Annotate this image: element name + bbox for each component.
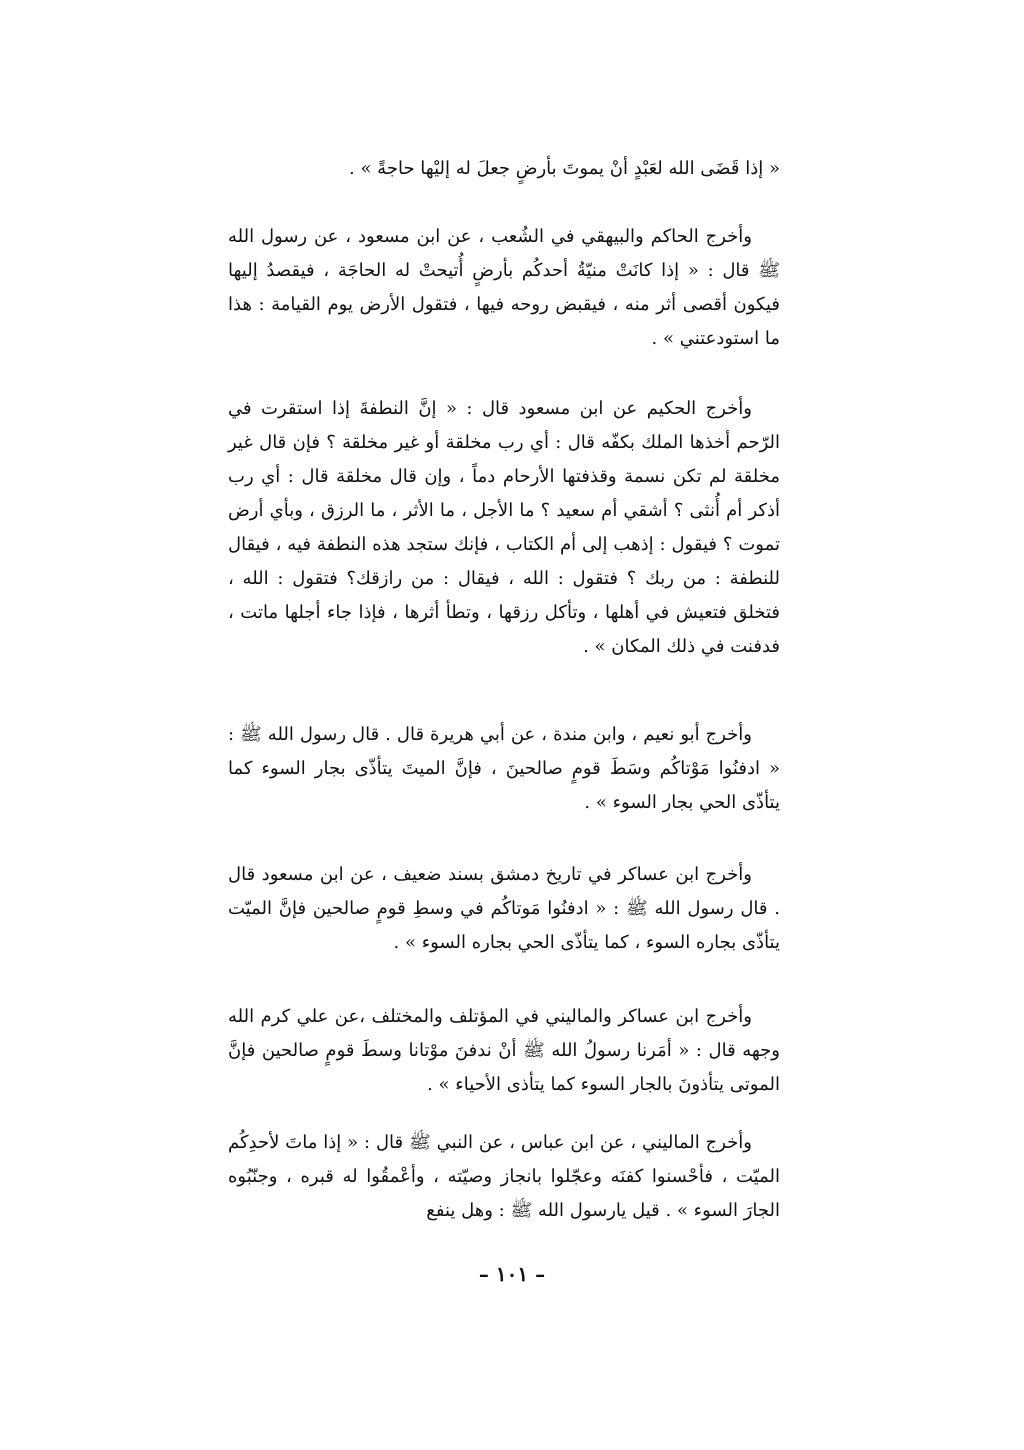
page-number: – ١٠١ – [478,1262,546,1286]
paragraph-1: « إذا قَضَى الله لعَبْدٍ أنْ يموتَ بأرضٍ جعلَ له إليْها حاجةً » . [349,158,780,179]
paragraph-3: وأخرج الحكيم عن ابن مسعود قال : « إنَّ النطفةَ إذا استقرت في الرّحم أخذها الملك بكفّه قال : أي رب مخلقة أو غير مخلقة ؟ فإن قال غير مخلقة لم تكن نسمة وقذفتها الأرحام دماً ، وإن قال مخلقة قال : أي رب أذكر أم أُنثى ؟ أشقي أم سعيد ؟ ما الأجل ، ما الأثر ، ما الرزق ، وبأي أرض تموت ؟ فيقول : إذهب إلى أم الكتاب ، فإنك ستجد هذه النطفة فيه ، فيقال للنطفة : من ربك ؟ فتقول : الله ، فيقال : من رازقك؟ فتقول : الله ، فتخلق فتعيش في أهلها ، وتأكل رزقها ، وتطأ أثرها ، فإذا جاء أجلها ماتت ، فدفنت في ذلك المكان » . [228,398,780,657]
paragraph-6: وأخرج ابن عساكر والماليني في المؤتلف والمختلف ،عن علي كرم الله وجهه قال : « أمَرنا رسولُ الله ﷺ أنْ ندفنَ موْتانا وسطَ قومٍ صالحين فإنَّ الموتى يتأذونَ بالجار السوء كما يتأذى الأحياء » . [228,1006,780,1095]
paragraph-7: وأخرج الماليني ، عن ابن عباس ، عن النبي ﷺ قال : « إذا ماتَ لأحدِكُم الميّت ، فأحْسنوا كفنَه وعجّلوا بانجاز وصيّته ، وأعْمقُوا له قبره ، وجنّبُوه الجارَ السوء » . قيل يارسول الله ﷺ : وهل ينفع [228,1132,780,1221]
paragraph-5: وأخرج ابن عساكر في تاريخ دمشق بسند ضعيف ، عن ابن مسعود قال . قال رسول الله ﷺ : « ادفنُوا مَوتاكُم في وسطِ قومٍ صالحين فإنَّ الميّت يتأذّى بجاره السوء ، كما يتأذّى الحي بجاره السوء » . [228,864,780,953]
paragraph-4: وأخرج أبو نعيم ، وابن مندة ، عن أبي هريرة قال . قال رسول الله ﷺ : « ادفنُوا مَوْتاكُم وسَطَ قومٍ صالحينَ ، فإنَّ الميتَ يتأذّى بجار السوء كما يتأذّى الحي بجار السوء » . [228,724,780,813]
paragraph-2: وأخرج الحاكم والبيهقي في الشُعب ، عن ابن مسعود ، عن رسول الله ﷺ قال : « إذا كانَتْ منيّةُ أحدكُم بأرضٍ أُتيحتْ له الحاجَة ، فيقصدُ إليها فيكون أقصى أثر منه ، فيقبض روحه فيها ، فتقول الأرض يوم القيامة : هذا ما استودعتني » . [228,226,780,349]
